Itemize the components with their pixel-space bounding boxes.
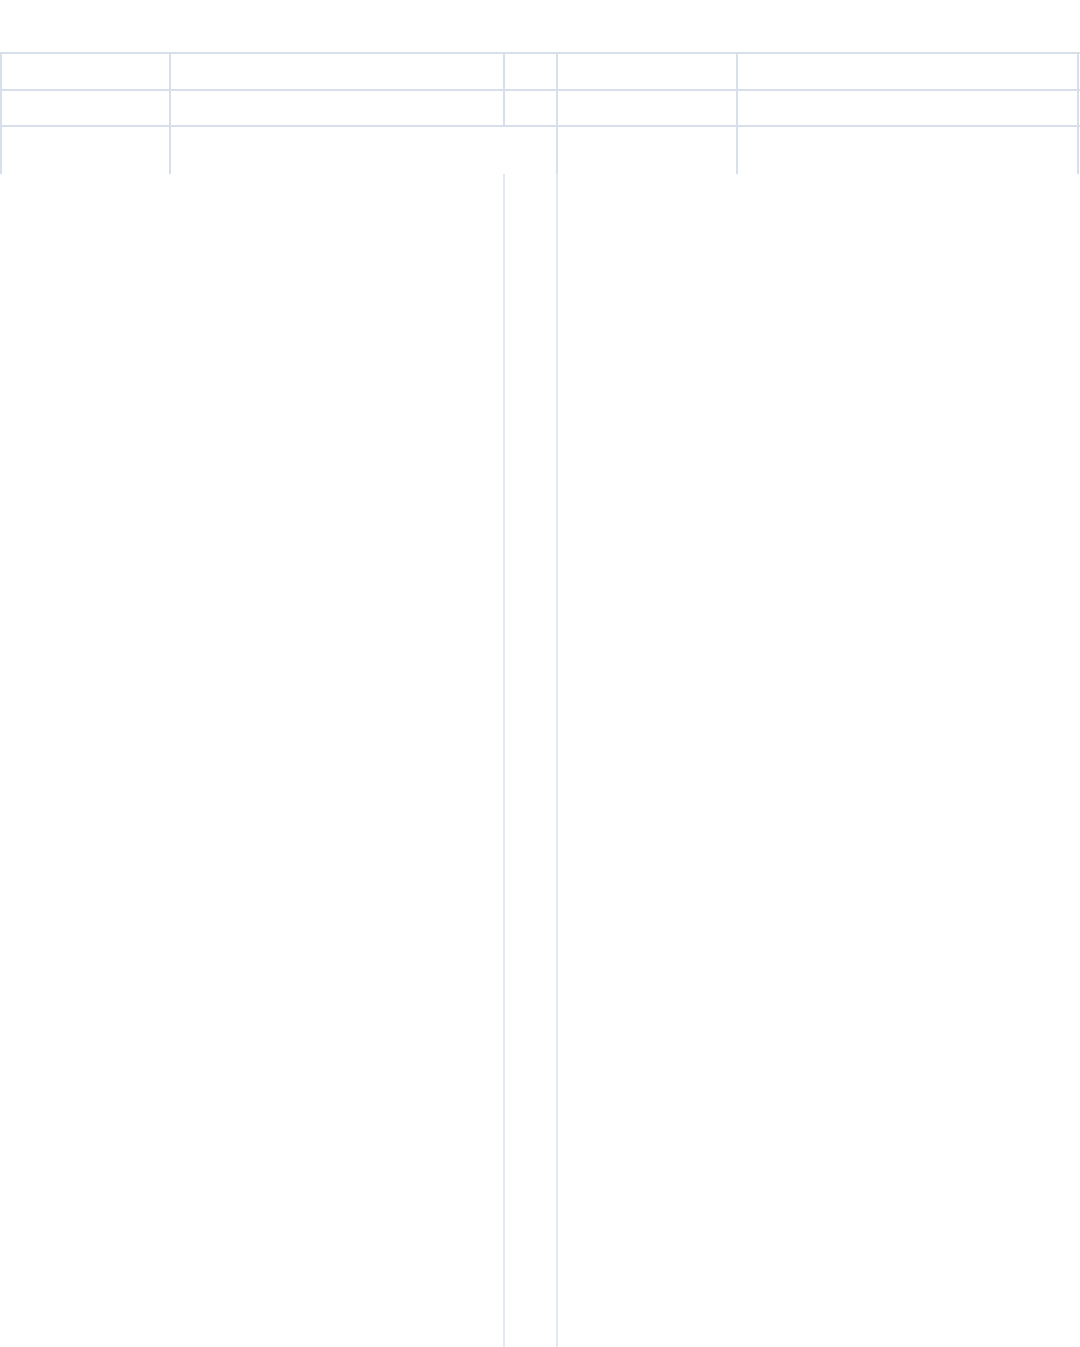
grid-line [556,174,558,1347]
grid-line [169,52,171,174]
page-title [0,0,1080,52]
grid-line [503,52,505,126]
grid-line [0,52,2,174]
grid-line [1077,52,1079,174]
grid-line [736,52,738,174]
grid-line [0,52,1080,54]
grid-line [556,52,558,174]
grid-line [503,174,505,1347]
grid-line [0,89,1080,91]
grid-line [0,125,1080,127]
